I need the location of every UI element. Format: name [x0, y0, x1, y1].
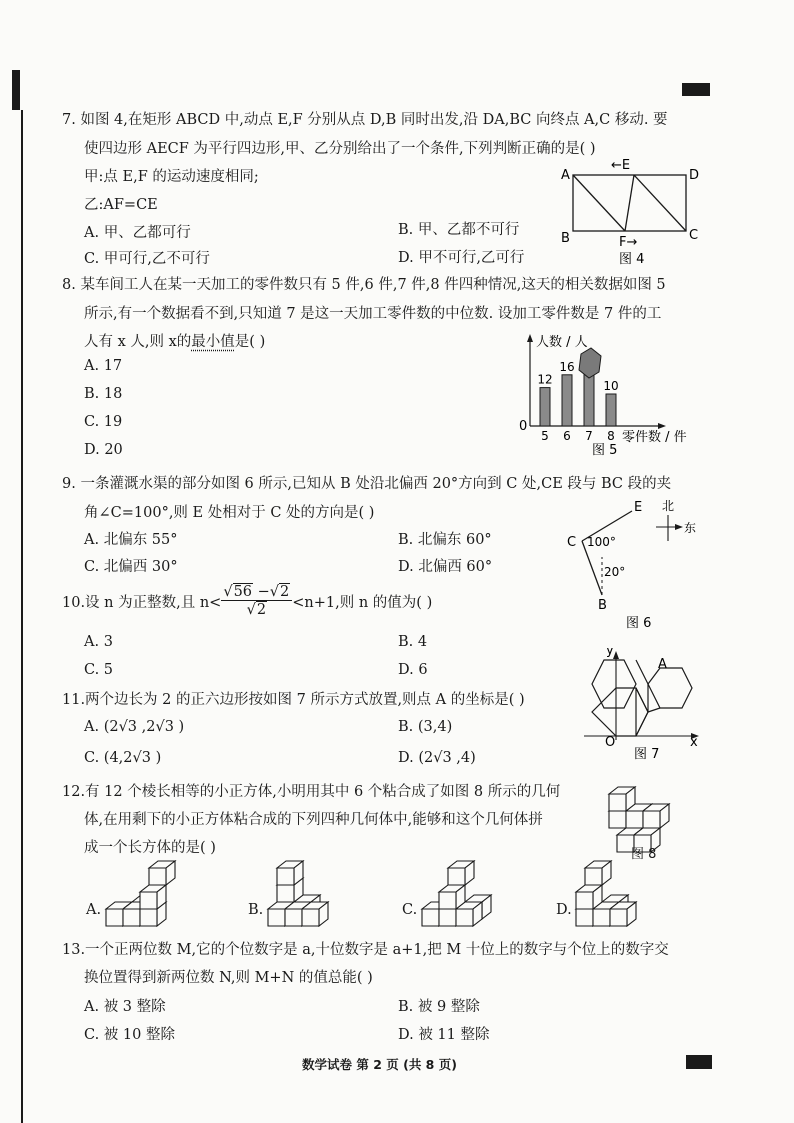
fig5-bar-5 [540, 388, 550, 426]
q8-option-a: A. 17 [84, 358, 123, 374]
fig4-label-d: D [689, 168, 700, 183]
q12-line2: 体,在用剩下的小正方体粘合成的下列四种几何体中,能够和这个几何体拼 [84, 812, 543, 828]
q11-line1: 11.两个边长为 2 的正六边形按如图 7 所示方式放置,则点 A 的坐标是( ) [62, 692, 525, 708]
q7-option-b: B. 甲、乙都不可行 [398, 222, 520, 238]
q10-line1 [62, 584, 432, 618]
fig6-angle-100: 100° [587, 535, 616, 549]
q8-line3-emphasis: 最小值 [191, 334, 235, 350]
q8-option-c: C. 19 [84, 414, 123, 430]
q9-option-a: A. 北偏东 55° [84, 532, 178, 548]
fig4-label-b: B [561, 231, 570, 246]
q7-line1: 7. 如图 4,在矩形 ABCD 中,动点 E,F 分别从点 D,B 同时出发,沿 DA,BC 向终点 A,C 移动. 要 [62, 112, 668, 128]
fig5-x-arrow [658, 423, 666, 429]
q12b-cube-3 [277, 861, 303, 885]
fig4-label-e: ←E [611, 158, 631, 173]
q11-option-a: A. (2√3 ,2√3 ) [84, 719, 185, 735]
q12-line1: 12.有 12 个棱长相等的小正方体,小明用其中 6 个粘合成了如图 8 所示的几何 [62, 784, 561, 800]
fig6-angle-20: 20° [604, 565, 626, 579]
q9-line1: 9. 一条灌溉水渠的部分如图 6 所示,已知从 B 处沿北偏西 20°方向到 C 处,CE 段与 BC 段的夹 [62, 476, 672, 492]
q11-option-d: D. (2√3 ,4) [398, 750, 476, 766]
left-border-line [21, 110, 23, 1123]
fig5-bar-8 [606, 394, 616, 426]
fig6-label-c: C [567, 535, 577, 550]
q13-option-a: A. 被 3 整除 [84, 999, 166, 1015]
q7-line4: 乙:AF=CE [84, 197, 158, 213]
q13-option-d: D. 被 11 整除 [398, 1027, 490, 1043]
fig5-tick-6: 6 [563, 429, 571, 443]
fig6-north: 北 [662, 499, 675, 513]
fig8-cube-4 [609, 787, 635, 811]
q12c-cube-6 [439, 885, 465, 909]
q10-sqrt-56: 56 [233, 584, 253, 600]
q12-option-a-figure [100, 858, 210, 930]
q12-option-b: B. [248, 902, 264, 918]
q12a-cube-2 [149, 861, 175, 885]
q10-option-b: B. 4 [398, 634, 428, 650]
q10-fraction [221, 584, 292, 618]
fig6-label-b: B [598, 598, 607, 613]
fig7-label-y: y [606, 648, 614, 658]
q9-option-c: C. 北偏西 30° [84, 559, 178, 575]
q11-option-b: B. (3,4) [398, 719, 453, 735]
fig6-caption: 图 6 [626, 616, 652, 631]
q8-option-d: D. 20 [84, 442, 123, 458]
left-registration-mark [12, 70, 20, 110]
q8-line1: 8. 某车间工人在某一天加工的零件数只有 5 件,6 件,7 件,8 件四种情况,这天的相关数据如图 5 [62, 277, 666, 293]
q7-option-c: C. 甲可行,乙不可行 [84, 251, 210, 267]
q13-line2: 换位置得到新两位数 N,则 M+N 的值总能( ) [84, 970, 373, 986]
fig7-label-a: A [658, 657, 667, 672]
bottom-right-mark [686, 1055, 712, 1069]
q10-sqrt-2b: 2 [256, 602, 267, 618]
q9-option-b: B. 北偏东 60° [398, 532, 492, 548]
fig4-label-c: C [689, 228, 699, 243]
q12-option-d: D. [556, 902, 572, 918]
fig5-obscured-blot [579, 348, 601, 378]
q12-option-a: A. [86, 902, 102, 918]
q12-option-b-figure [262, 858, 372, 930]
q8-line3-a: 人有 x 人,则 x的 [84, 334, 192, 350]
q12-option-c: C. [402, 902, 418, 918]
q8-line3 [84, 330, 265, 351]
q10-prefix: 10.设 n 为正整数,且 n< [62, 594, 222, 611]
q8-line2: 所示,有一个数据看不到,只知道 7 是这一天加工零件数的中位数. 设加工零件数是 7 件的工 [84, 306, 662, 322]
q12-option-d-figure [570, 858, 680, 930]
fig8-caption: 图 8 [631, 847, 657, 862]
q12c-cube-2 [448, 861, 474, 885]
fig5-tick-7: 7 [585, 429, 593, 443]
fig5-bar-6 [562, 375, 572, 426]
fig5-ylabel: 人数 / 人 [536, 335, 588, 350]
q10-denominator: √2 [246, 602, 267, 618]
fig5-tick-5: 5 [541, 429, 549, 443]
fig5-caption: 图 5 [592, 443, 618, 458]
fig5-bar-7 [584, 374, 594, 426]
q8-option-b: B. 18 [84, 386, 123, 402]
fig5-origin: 0 [519, 419, 528, 434]
q9-line2: 角∠C=100°,则 E 处相对于 C 处的方向是( ) [84, 505, 375, 521]
fig7-caption: 图 7 [634, 747, 660, 760]
q10-minus: − [253, 584, 270, 600]
fig5-xlabel: 零件数 / 件 [622, 430, 687, 445]
figure-6 [560, 495, 710, 635]
fig5-y-arrow [527, 334, 533, 342]
q7-line3: 甲:点 E,F 的运动速度相同; [84, 169, 259, 185]
fig5-value-label-6: 16 [559, 359, 575, 374]
q12a-cube-6 [140, 885, 166, 909]
fig7-label-x: x [690, 735, 698, 750]
figure-5-chart [510, 328, 710, 458]
fig5-value-label-8: 10 [603, 379, 619, 393]
fig5-tick-8: 8 [607, 429, 615, 443]
q10-numerator: √56 −√2 [221, 584, 292, 601]
fig6-east: 东 [684, 521, 697, 535]
q10-sqrt-2a: 2 [280, 584, 290, 600]
q11-option-c: C. (4,2√3 ) [84, 750, 162, 766]
q10-option-d: D. 6 [398, 662, 428, 678]
fig5-value-label-5: 12 [537, 372, 553, 387]
figure-4 [555, 155, 705, 267]
fig4-label-f: F→ [619, 235, 638, 250]
q9-option-d: D. 北偏西 60° [398, 559, 493, 575]
fig4-label-a: A [561, 168, 570, 183]
fig4-caption: 图 4 [619, 252, 645, 267]
q10-option-c: C. 5 [84, 662, 114, 678]
q7-option-a: A. 甲、乙都可行 [84, 225, 191, 241]
q10-option-a: A. 3 [84, 634, 113, 650]
top-right-mark [682, 83, 710, 96]
q13-option-c: C. 被 10 整除 [84, 1027, 175, 1043]
page-footer: 数学试卷 第 2 页 (共 8 页) [302, 1057, 457, 1072]
q12d-cube-2 [585, 861, 611, 885]
q12b-cube-6 [302, 902, 328, 926]
q7-line2: 使四边形 AECF 为平行四边形,甲、乙分别给出了一个条件,下列判断正确的是( ) [84, 141, 596, 157]
q12-line3: 成一个长方体的是( ) [84, 840, 216, 856]
q13-option-b: B. 被 9 整除 [398, 999, 480, 1015]
figure-7 [578, 648, 708, 760]
q12-option-c-figure [416, 858, 526, 930]
fig8-cube-3 [643, 804, 669, 828]
q8-line3-c: 是( ) [234, 334, 266, 350]
q13-line1: 13.一个正两位数 M,它的个位数字是 a,十位数字是 a+1,把 M 十位上的数字与个位上的数字交 [62, 942, 669, 958]
q10-suffix: <n+1,则 n 的值为( ) [292, 594, 433, 611]
q7-option-d: D. 甲不可行,乙可行 [398, 250, 525, 266]
q12d-cube-6 [576, 885, 602, 909]
q12d-cube-5 [610, 902, 636, 926]
fig7-label-o: O [605, 735, 616, 750]
fig6-label-e: E [634, 500, 643, 515]
